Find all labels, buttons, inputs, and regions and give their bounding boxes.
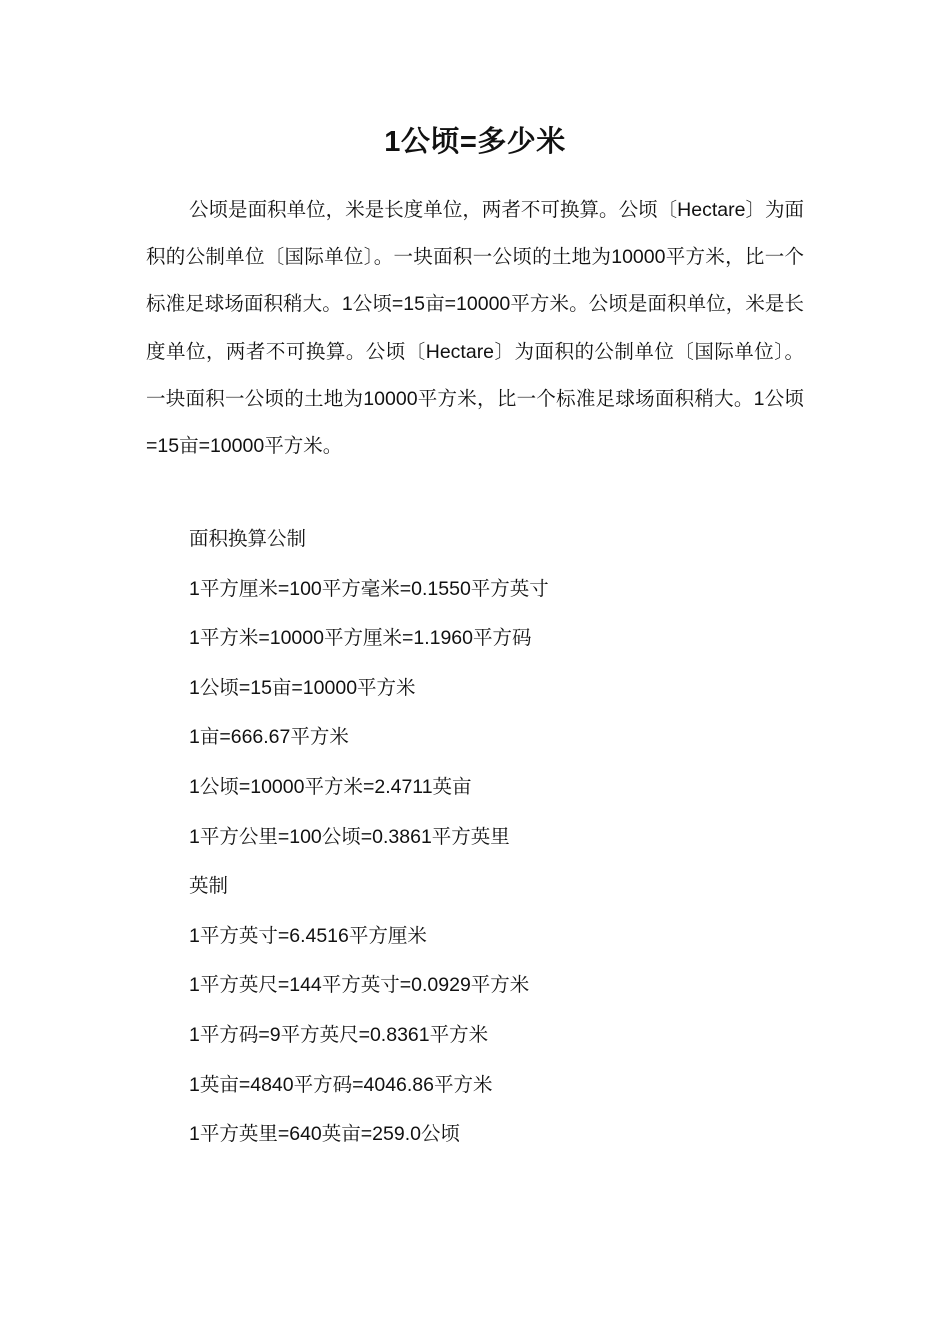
list-item: 1公顷=15亩=10000平方米: [189, 676, 416, 699]
list-item: 1平方公里=100公顷=0.3861平方英里: [189, 825, 510, 848]
list-item: 1平方英里=640英亩=259.0公顷: [189, 1123, 460, 1146]
list-item: 1平方米=10000平方厘米=1.1960平方码: [189, 627, 532, 650]
list-item: 1平方厘米=100平方毫米=0.1550平方英寸: [189, 577, 549, 600]
conversion-list: [189, 515, 804, 1160]
section-heading-imperial: 英制: [189, 875, 229, 898]
document-title: 1公顷=多少米: [384, 126, 566, 158]
list-item: 1英亩=4840平方码=4046.86平方米: [189, 1073, 493, 1096]
section-heading-metric: 面积换算公制: [189, 528, 307, 550]
list-item: 1平方码=9平方英尺=0.8361平方米: [189, 1023, 489, 1046]
list-item: 1公顷=10000平方米=2.4711英亩: [189, 775, 472, 798]
intro-paragraph: 公顷是面积单位，米是长度单位，两者不可换算。公顷〔Hectare〕为面积的公制单位〔国际单位〕。一块面积一公顷的土地为10000平方米，比一个标准足球场面积稍大。1公顷=15亩=10000平方米。公顷是面积单位，米是长度单位，两者不可换算。公顷〔Hectare〕为面积的公制单位〔国际单位〕。一块面积一公顷的土地为10000平方米，比一个标准足球场面积稍大。1公顷=15亩=10000平方米。: [146, 199, 804, 458]
list-item: 1平方英尺=144平方英寸=0.0929平方米: [189, 974, 530, 997]
list-item: 1平方英寸=6.4516平方厘米: [189, 924, 427, 947]
list-item: 1亩=666.67平方米: [189, 726, 349, 749]
